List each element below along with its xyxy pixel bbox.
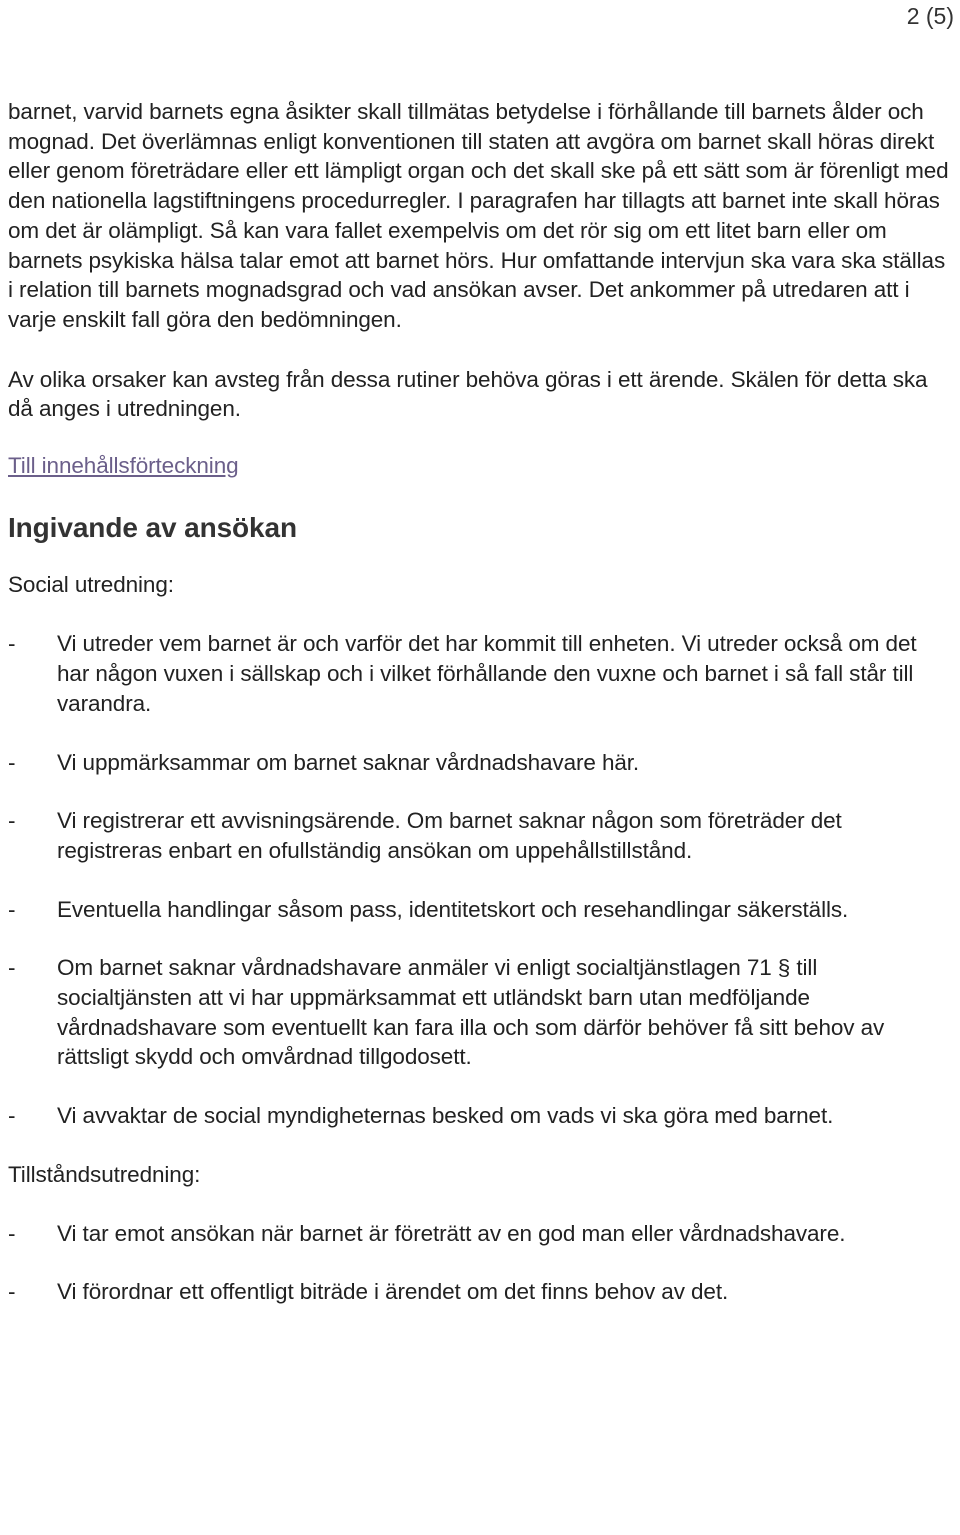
section-heading: Ingivande av ansökan (8, 511, 297, 543)
permit-investigation-list (8, 1219, 953, 1307)
dash-bullet: - (8, 1279, 16, 1305)
list-item (8, 806, 953, 865)
social-investigation-list (8, 629, 953, 1130)
list-item-text: Vi tar emot ansökan när barnet är företrätt av en god man eller vårdnadshavare. (57, 1220, 846, 1246)
list-item-text: Vi utreder vem barnet är och varför det har kommit till enheten. Vi utreder också om det har någon vuxen i sällskap och i vilket förhållande den vuxne och barnet i så fall står till varandra. (57, 631, 917, 716)
list-item (8, 1277, 953, 1307)
list-item-text: Vi avvaktar de social myndigheternas besked om vads vi ska göra med barnet. (57, 1103, 834, 1129)
list-item-text: Vi registrerar ett avvisningsärende. Om barnet saknar någon som företräder det registreras enbart en ofullständig ansökan om uppehållstillstånd. (57, 808, 842, 863)
dash-bullet: - (8, 749, 16, 775)
deviation-paragraph: Av olika orsaker kan avsteg från dessa rutiner behöva göras i ett ärende. Skälen för detta ska då anges i utredningen. (8, 366, 928, 422)
intro-paragraph: barnet, varvid barnets egna åsikter skall tillmätas betydelse i förhållande till barnets ålder och mognad. Det överlämnas enligt konventionen till staten att avgöra om barnet skall höras direkt eller genom företrädare eller ett lämpligt organ och det skall ske på ett sätt som är förenligt med den nationella lagstiftningens procedurregler. I paragrafen har tillagts att barnet inte skall höras om det är olämpligt. Så kan vara fallet exempelvis om det rör sig om ett litet barn eller om barnets psykiska hälsa talar emot att barnet hörs. Hur omfattande intervjun ska vara ska ställas i relation till barnets mognadsgrad och vad ansökan avser. Det ankommer på utredaren att i varje enskilt fall göra den bedömningen. (8, 99, 949, 332)
dash-bullet: - (8, 631, 16, 657)
dash-bullet: - (8, 1220, 16, 1246)
list-item (8, 1101, 953, 1131)
dash-bullet: - (8, 896, 16, 922)
social-investigation-subheading: Social utredning: (8, 571, 174, 597)
dash-bullet: - (8, 808, 16, 834)
document-body (8, 97, 953, 1336)
list-item-text: Vi uppmärksammar om barnet saknar vårdnadshavare här. (57, 749, 640, 775)
list-item (8, 895, 953, 925)
list-item (8, 953, 953, 1072)
dash-bullet: - (8, 955, 16, 981)
permit-investigation-subheading: Tillståndsutredning: (8, 1161, 201, 1187)
dash-bullet: - (8, 1103, 16, 1129)
table-of-contents-link[interactable]: Till innehållsförteckning (8, 453, 239, 479)
list-item-text: Om barnet saknar vårdnadshavare anmäler vi enligt socialtjänstlagen 71 § till socialtjänsten att vi har uppmärksammat ett utländskt barn utan medföljande vårdnadshavare som eventuellt kan fara illa och som därför behöver få sitt behov av rättsligt skydd och omvårdnad tillgodosett. (57, 955, 885, 1070)
list-item-text: Vi förordnar ett offentligt biträde i ärendet om det finns behov av det. (57, 1279, 729, 1305)
list-item (8, 748, 953, 778)
list-item (8, 629, 953, 718)
page-number: 2 (5) (906, 3, 954, 29)
list-item (8, 1219, 953, 1249)
list-item-text: Eventuella handlingar såsom pass, identitetskort och resehandlingar säkerställs. (57, 896, 849, 922)
